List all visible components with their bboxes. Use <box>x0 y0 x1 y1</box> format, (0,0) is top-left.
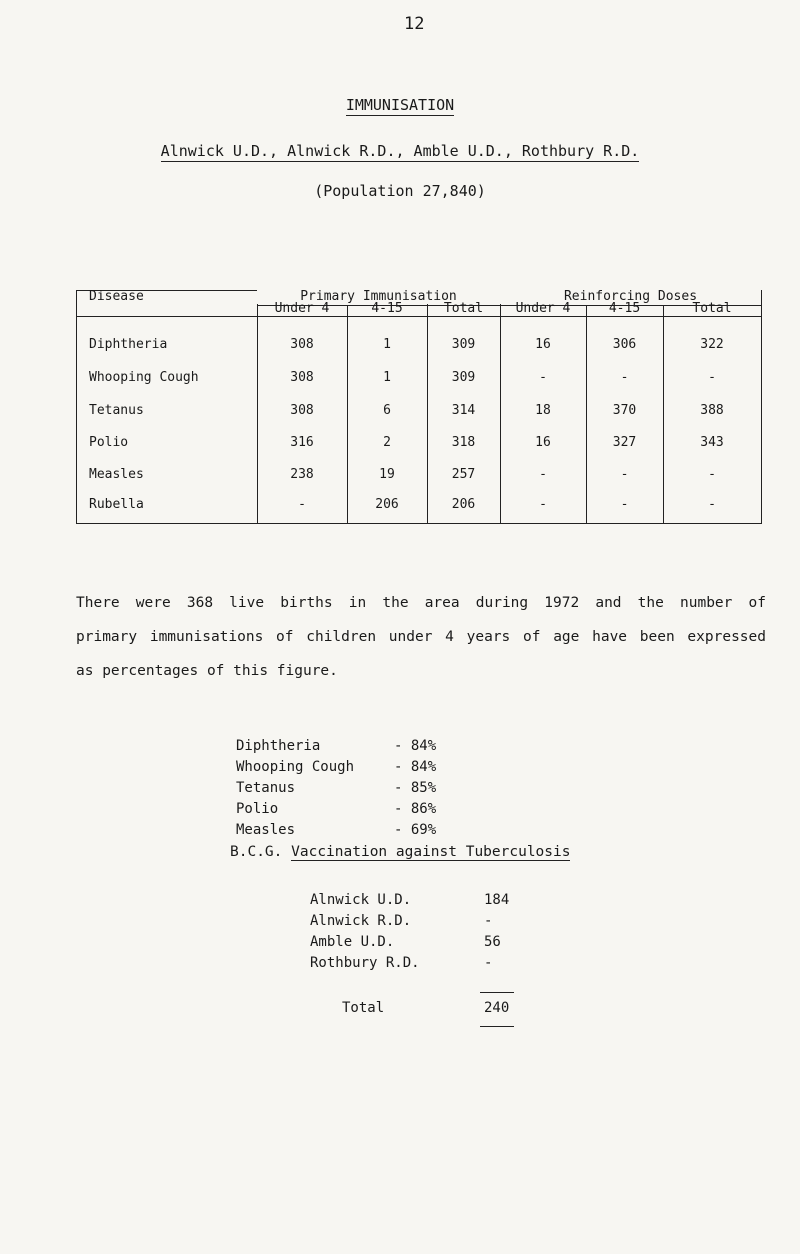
paragraph-line: as percentages of this figure. <box>76 663 338 679</box>
header-primary-immunisation: Primary Immunisation <box>257 289 500 304</box>
table-cell: - <box>539 467 547 482</box>
table-cell: 309 <box>451 337 476 352</box>
table-cell: - <box>708 497 716 512</box>
table-cell: 370 <box>612 403 637 418</box>
bcg-area: Alnwick R.D. <box>310 913 412 929</box>
bcg-value: 184 <box>484 892 510 908</box>
list-item <box>236 799 436 820</box>
percentage-value: - 85% <box>394 780 437 796</box>
subheader-under-4: Under 4 <box>515 301 571 316</box>
disease-name: Whooping Cough <box>89 370 199 385</box>
table-cell: 6 <box>383 403 391 418</box>
percentage-disease: Polio <box>236 801 279 817</box>
bcg-heading-prefix: B.C.G. <box>230 844 283 860</box>
disease-name: Measles <box>89 467 144 482</box>
table-cell: 206 <box>375 497 399 512</box>
list-item <box>236 757 436 778</box>
table-cell: 318 <box>451 435 476 450</box>
table-cell: 1 <box>383 337 391 352</box>
table-cell: 314 <box>451 403 476 418</box>
bcg-total-label: Total <box>342 1000 385 1016</box>
bcg-list <box>310 890 544 974</box>
population-note: (Population 27,840) <box>314 182 486 200</box>
immunisation-table <box>76 290 762 524</box>
table-cell: - <box>620 497 629 512</box>
disease-name: Diphtheria <box>89 337 168 352</box>
bcg-value: - <box>484 913 493 929</box>
table-cell: 327 <box>612 435 637 450</box>
table-cell: - <box>620 370 629 385</box>
subheader-under-4: Under 4 <box>274 301 330 316</box>
list-item <box>236 778 436 799</box>
table-cell: 388 <box>700 403 724 418</box>
list-item <box>310 890 544 911</box>
percentage-value: - 69% <box>394 822 437 838</box>
area-subtitle: Alnwick U.D., Alnwick R.D., Amble U.D., Rothbury R.D. <box>160 142 640 160</box>
table-cell: 316 <box>290 435 314 450</box>
bcg-value: - <box>484 955 493 971</box>
table-cell: 18 <box>535 403 551 418</box>
list-item <box>310 932 544 953</box>
header-disease: Disease <box>89 289 144 304</box>
disease-name: Tetanus <box>89 403 144 418</box>
table-cell: 238 <box>290 467 314 482</box>
bcg-total <box>342 1000 509 1016</box>
table-cell: 19 <box>379 467 395 482</box>
bcg-area: Rothbury R.D. <box>310 955 420 971</box>
paragraph-line: primary immunisations of children under 4 years of age have been expressed <box>76 629 766 645</box>
table-cell: 308 <box>290 370 314 385</box>
table-cell: 16 <box>535 435 551 450</box>
percentage-disease: Diphtheria <box>236 738 321 754</box>
bcg-area: Amble U.D. <box>310 934 395 950</box>
percentage-disease: Tetanus <box>236 780 296 796</box>
bcg-area: Alnwick U.D. <box>310 892 412 908</box>
table-cell: 306 <box>612 337 637 352</box>
disease-name: Polio <box>89 435 129 450</box>
bcg-heading-text: Vaccination against Tuberculosis <box>291 844 571 860</box>
total-rule <box>480 992 514 993</box>
bcg-value: 56 <box>484 934 501 950</box>
bcg-heading <box>230 844 570 860</box>
table-cell: 308 <box>290 403 314 418</box>
disease-name: Rubella <box>89 497 144 512</box>
table-cell: 309 <box>451 370 476 385</box>
subheader-total: Total <box>443 301 484 316</box>
page-title: IMMUNISATION <box>345 96 455 114</box>
paragraph-line: There were 368 live births in the area during 1972 and the number of <box>76 595 766 611</box>
total-rule <box>480 1026 514 1027</box>
table-cell: 1 <box>383 370 391 385</box>
table-cell: - <box>539 370 547 385</box>
table-cell: - <box>708 370 716 385</box>
percentage-value: - 84% <box>394 759 437 775</box>
subheader-4-15: 4-15 <box>608 301 641 316</box>
percentage-disease: Measles <box>236 822 296 838</box>
page-number: 12 <box>404 14 425 34</box>
percentage-disease: Whooping Cough <box>236 759 355 775</box>
percentage-value: - 84% <box>394 738 437 754</box>
subheader-total: Total <box>692 301 732 316</box>
table-cell: 257 <box>451 467 476 482</box>
list-item <box>236 736 436 757</box>
bcg-total-value: 240 <box>484 1000 510 1016</box>
table-cell: 206 <box>451 497 476 512</box>
births-paragraph <box>76 586 766 688</box>
table-divider <box>77 316 761 317</box>
list-item <box>310 953 544 974</box>
table-cell: - <box>539 497 547 512</box>
table-cell: 343 <box>700 435 724 450</box>
subheader-4-15: 4-15 <box>371 301 403 316</box>
table-cell: 322 <box>700 337 724 352</box>
list-item <box>310 911 544 932</box>
list-item <box>236 820 436 841</box>
table-cell: - <box>620 467 629 482</box>
table-cell: 2 <box>383 435 391 450</box>
header-reinforcing-doses: Reinforcing Doses <box>500 289 761 304</box>
table-cell: 308 <box>290 337 314 352</box>
table-cell: 16 <box>535 337 551 352</box>
table-cell: - <box>298 497 306 512</box>
table-cell: - <box>708 467 716 482</box>
percentage-value: - 86% <box>394 801 437 817</box>
percentage-list <box>236 736 436 841</box>
